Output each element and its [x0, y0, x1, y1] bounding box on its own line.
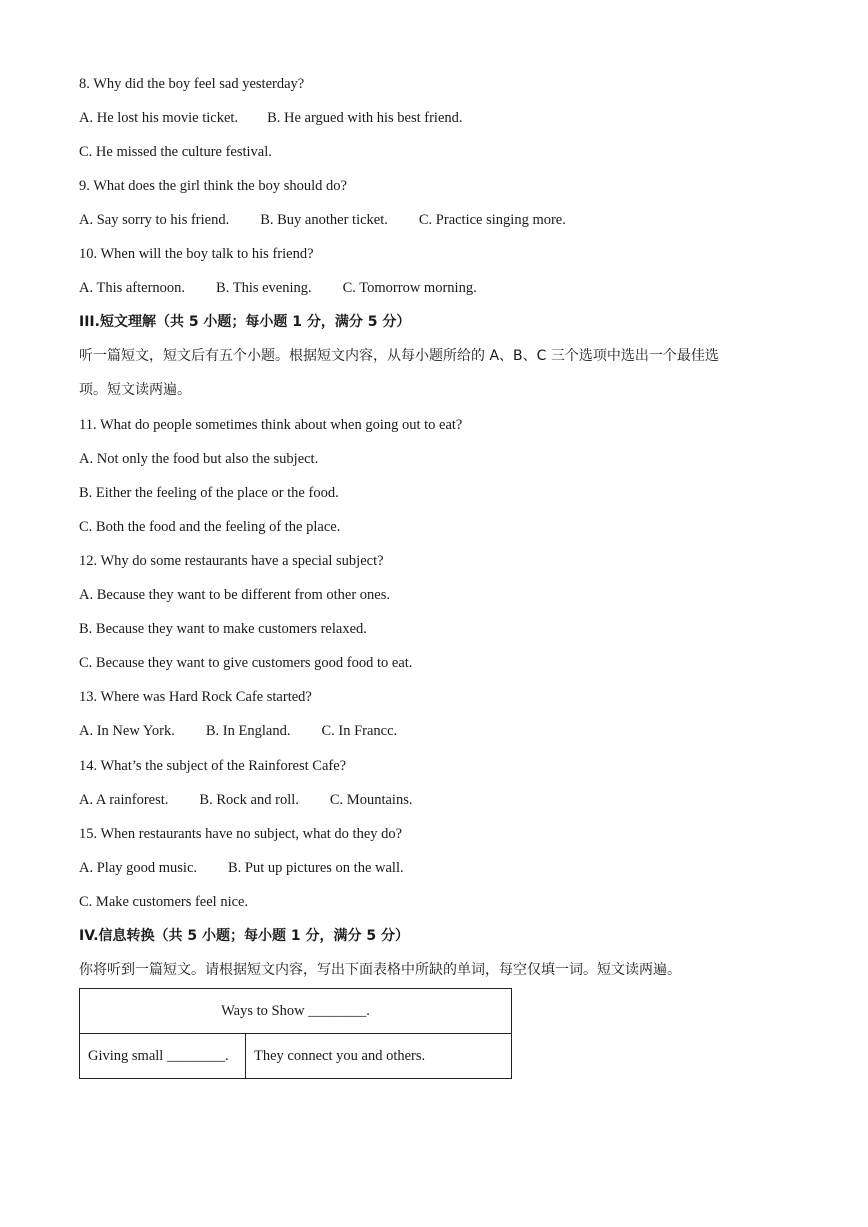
- option-a: A. He lost his movie ticket.: [79, 110, 239, 126]
- option-c: C. Because they want to give customers good food to eat.: [79, 655, 413, 671]
- section-3-instruction-line-2: 项。短文读两遍。: [79, 382, 191, 398]
- section-4-heading: IV.信息转换（共 5 小题；每小题 1 分，满分 5 分）: [79, 928, 410, 944]
- info-table: [79, 988, 512, 1079]
- question-13-options: [79, 721, 397, 741]
- question-8-options: [79, 108, 463, 128]
- option-c: C. Mountains.: [329, 792, 413, 808]
- question-15-options: [79, 858, 404, 878]
- option-a: A. Because they want to be different from other ones.: [79, 587, 390, 603]
- question-10: 10. When will the boy talk to his friend?: [79, 246, 314, 262]
- option-b: B. Because they want to make customers relaxed.: [79, 621, 367, 637]
- option-a: A. Play good music.: [79, 860, 198, 876]
- option-c: C. Practice singing more.: [418, 212, 566, 228]
- table-title-cell: Ways to Show ________.: [80, 989, 512, 1034]
- option-b: B. Either the feeling of the place or the food.: [79, 485, 339, 501]
- option-b: B. This evening.: [216, 280, 312, 296]
- question-14: 14. What’s the subject of the Rainforest Cafe?: [79, 758, 347, 774]
- question-15: 15. When restaurants have no subject, what do they do?: [79, 826, 403, 842]
- table-cell: Giving small ________.: [80, 1034, 246, 1079]
- question-9: 9. What does the girl think the boy should do?: [79, 178, 347, 194]
- section-4-instruction: 你将听到一篇短文。请根据短文内容，写出下面表格中所缺的单词，每空仅填一词。短文读两遍。: [79, 962, 681, 978]
- question-9-options: [79, 210, 566, 230]
- option-b: B. Put up pictures on the wall.: [228, 860, 404, 876]
- option-c: C. He missed the culture festival.: [79, 144, 272, 160]
- option-b: B. Rock and roll.: [199, 792, 299, 808]
- option-a: A. In New York.: [79, 723, 175, 739]
- question-11: 11. What do people sometimes think about when going out to eat?: [79, 417, 463, 433]
- question-12: 12. Why do some restaurants have a special subject?: [79, 553, 384, 569]
- option-c: C. Make customers feel nice.: [79, 894, 249, 910]
- question-10-options: [79, 278, 477, 298]
- option-a: A. This afternoon.: [79, 280, 186, 296]
- option-a: A. A rainforest.: [79, 792, 169, 808]
- option-a: A. Not only the food but also the subject.: [79, 451, 319, 467]
- question-13: 13. Where was Hard Rock Cafe started?: [79, 689, 312, 705]
- option-c: C. Tomorrow morning.: [342, 280, 477, 296]
- option-b: B. He argued with his best friend.: [267, 110, 463, 126]
- question-8: 8. Why did the boy feel sad yesterday?: [79, 76, 305, 92]
- table-cell: They connect you and others.: [246, 1034, 512, 1079]
- option-b: B. Buy another ticket.: [260, 212, 388, 228]
- option-a: A. Say sorry to his friend.: [79, 212, 230, 228]
- question-14-options: [79, 790, 412, 810]
- section-3-heading: III.短文理解（共 5 小题；每小题 1 分，满分 5 分）: [79, 314, 411, 330]
- option-c: C. In Francc.: [321, 723, 398, 739]
- option-b: B. In England.: [205, 723, 291, 739]
- section-3-instruction-line-1: 听一篇短文，短文后有五个小题。根据短文内容，从每小题所给的 A、B、C 三个选项中选出一个最佳选: [79, 348, 719, 364]
- table-row: [80, 1034, 512, 1079]
- table-row: [80, 989, 512, 1034]
- option-c: C. Both the food and the feeling of the place.: [79, 519, 341, 535]
